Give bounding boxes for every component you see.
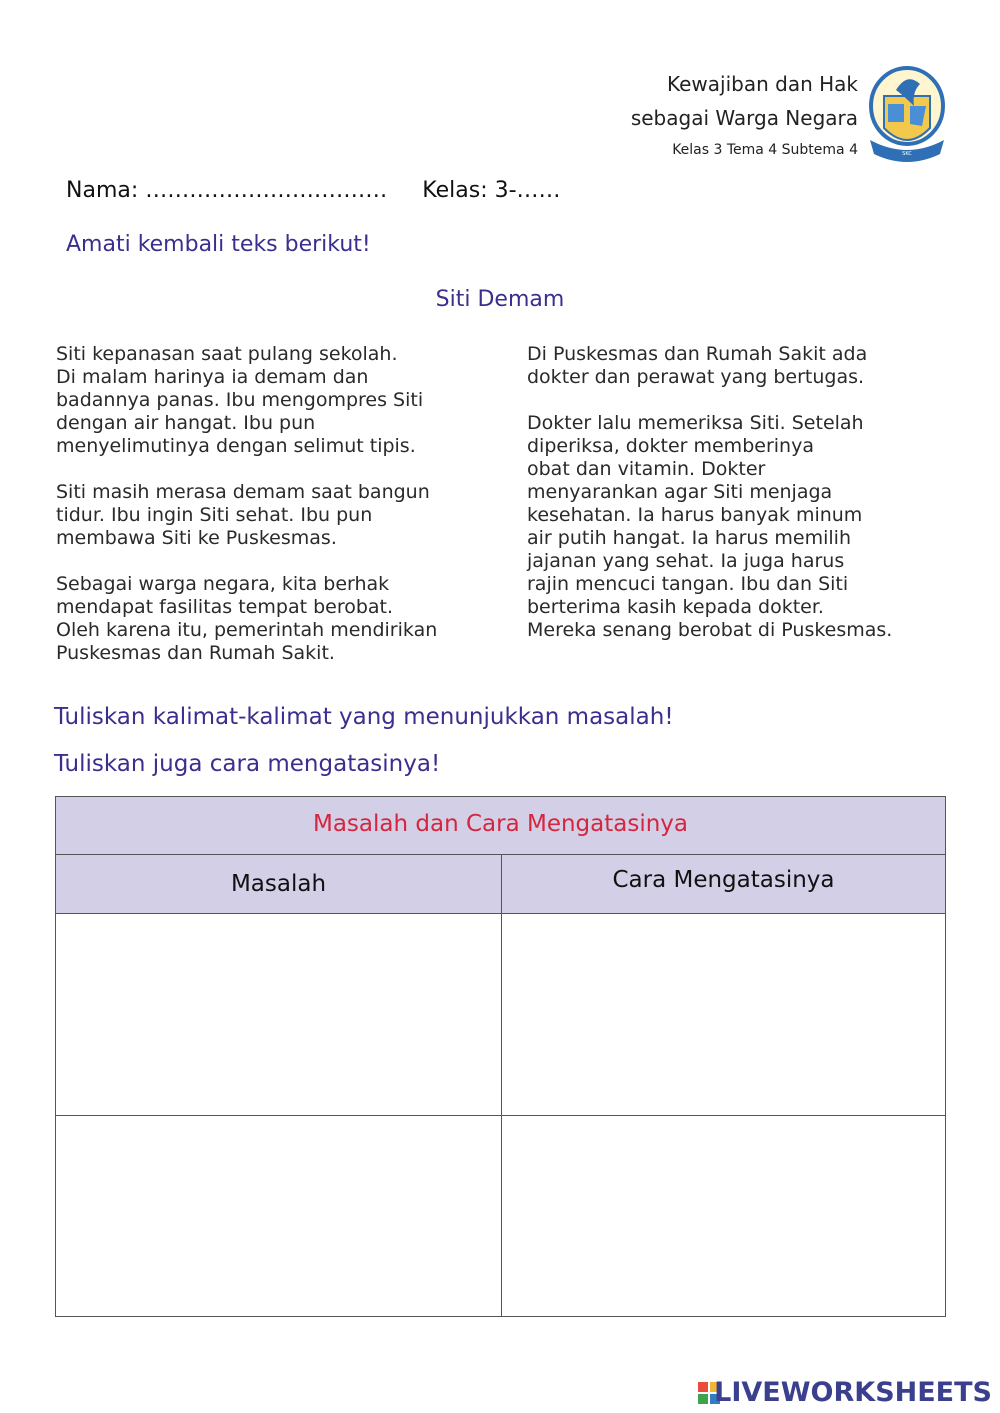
liveworksheets-brand: LIVEWORKSHEETS xyxy=(714,1377,992,1408)
story-paragraph: Siti kepanasan saat pulang sekolah. Di malam harinya ia demam dan badannya panas. Ibu mengompres Siti dengan air hangat. Ibu pun menyelimutinya dengan selimut tipis. xyxy=(56,343,424,457)
column-header-masalah: Masalah xyxy=(56,855,502,914)
topic-title: Kewajiban dan Hak xyxy=(667,72,858,96)
column-header-cara: Cara Mengatasinya xyxy=(502,855,945,914)
answer-cell-cara-2[interactable] xyxy=(502,1116,945,1316)
story-paragraph: Sebagai warga negara, kita berhak mendapat fasilitas tempat berobat. Oleh karena itu, pemerintah mendirikan Puskesmas dan Rumah Sakit. xyxy=(56,573,438,664)
answer-cell-masalah-2[interactable] xyxy=(56,1116,502,1316)
story-paragraph: Dokter lalu memeriksa Siti. Setelah diperiksa, dokter memberinya obat dan vitamin. Dokter menyarankan agar Siti menjaga kesehatan. Ia harus banyak minum air putih hangat. Ia harus memilih jajanan yang sehat. Ia juga harus rajin mencuci tangan. Ibu dan Siti berterima kasih kepada dokter. Mereka senang berobat di Puskesmas. xyxy=(527,412,893,641)
story-paragraph: Siti masih merasa demam saat bangun tidur. Ibu ingin Siti sehat. Ibu pun membawa Siti ke Puskesmas. xyxy=(56,481,430,549)
table-title: Masalah dan Cara Mengatasinya xyxy=(56,797,945,855)
answer-table xyxy=(55,796,946,1317)
story-left-column xyxy=(56,343,506,688)
story-paragraph: Di Puskesmas dan Rumah Sakit ada dokter dan perawat yang bertugas. xyxy=(527,343,868,388)
story-title: Siti Demam xyxy=(435,287,565,312)
task-instruction-2: Tuliskan juga cara mengatasinya! xyxy=(54,751,441,777)
story-right-column xyxy=(527,343,967,665)
answer-cell-cara-1[interactable] xyxy=(502,914,945,1116)
answer-cell-masalah-1[interactable] xyxy=(56,914,502,1116)
svg-text:SKC: SKC xyxy=(902,151,912,157)
task-instruction-1: Tuliskan kalimat-kalimat yang menunjukkan masalah! xyxy=(54,704,674,730)
grade-info: Kelas 3 Tema 4 Subtema 4 xyxy=(672,142,858,158)
school-logo-icon xyxy=(864,66,950,170)
name-field[interactable]: Nama: …………………………… xyxy=(66,178,388,203)
class-field[interactable]: Kelas: 3-…… xyxy=(422,178,561,203)
instruction-text: Amati kembali teks berikut! xyxy=(66,232,371,257)
student-info-row xyxy=(66,178,589,203)
topic-subtitle: sebagai Warga Negara xyxy=(630,106,858,130)
